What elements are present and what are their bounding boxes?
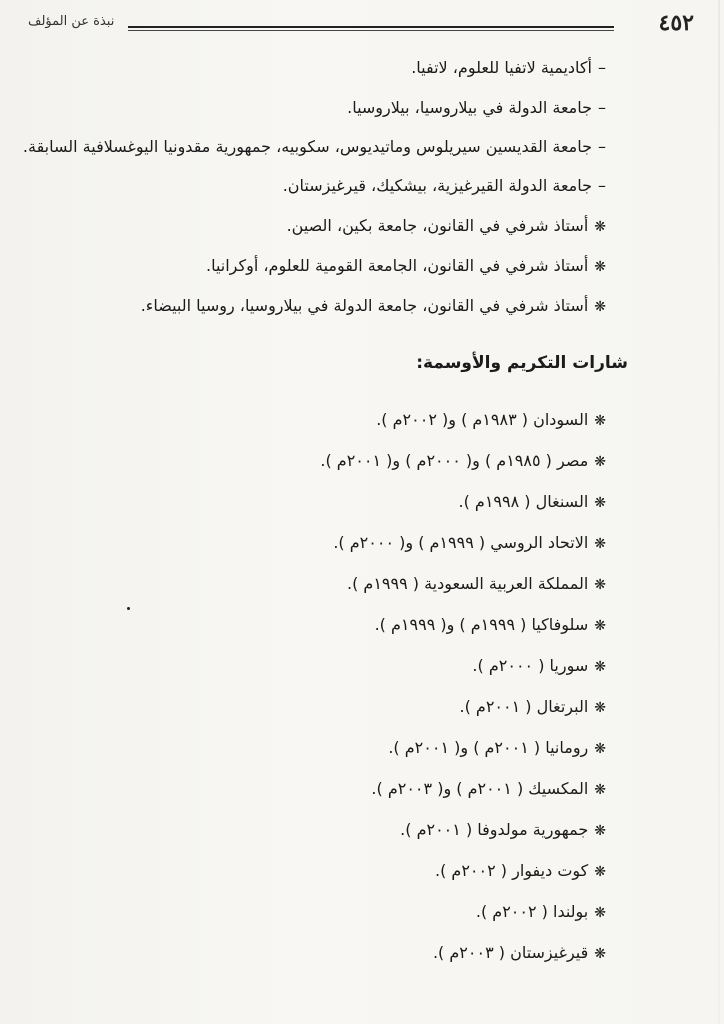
award-item	[20, 441, 606, 482]
star-bullet-icon: ❋	[594, 905, 606, 921]
star-bullet-icon: ❋	[594, 413, 606, 429]
award-item	[20, 810, 606, 851]
star-bullet-icon: ❋	[594, 659, 606, 675]
star-bullet-icon: ❋	[594, 299, 606, 315]
star-bullet-icon: ❋	[594, 864, 606, 880]
award-text: رومانيا ( ٢٠٠١م ) و( ٢٠٠١م ).	[388, 738, 589, 757]
award-text: المملكة العربية السعودية ( ١٩٩٩م ).	[346, 574, 589, 593]
page-number: ٤٥٢	[658, 10, 694, 36]
award-item	[20, 892, 606, 933]
list-item-text: أكاديمية لاتفيا للعلوم، لاتفيا.	[411, 58, 592, 77]
star-bullet-icon: ❋	[594, 495, 606, 511]
award-text: المكسيك ( ٢٠٠١م ) و( ٢٠٠٣م ).	[371, 779, 589, 798]
star-bullet-icon: ❋	[594, 700, 606, 716]
star-bullet-icon: ❋	[594, 946, 606, 962]
award-text: سوريا ( ٢٠٠٠م ).	[472, 656, 589, 675]
award-item	[20, 605, 606, 646]
award-item	[20, 769, 606, 810]
award-text: الاتحاد الروسي ( ١٩٩٩م ) و( ٢٠٠٠م ).	[333, 533, 589, 552]
list-item	[12, 128, 606, 166]
section-heading: شارات التكريم والأوسمة:	[416, 353, 628, 373]
page-edge-shadow	[718, 0, 720, 1024]
award-item	[20, 851, 606, 892]
star-bullet-icon: ❋	[594, 454, 606, 470]
professorship-item	[20, 246, 606, 286]
award-text: سلوفاكيا ( ١٩٩٩م ) و( ١٩٩٩م ).	[374, 615, 589, 634]
list-item-text: جامعة الدولة القيرغيزية، بيشكيك، قيرغيزستان.	[282, 176, 592, 195]
award-text: جمهورية مولدوفا ( ٢٠٠١م ).	[400, 820, 589, 839]
dash-marker: –	[598, 176, 606, 195]
star-bullet-icon: ❋	[594, 782, 606, 798]
page-body	[20, 48, 628, 974]
awards-list	[20, 400, 606, 974]
list-item	[20, 166, 606, 206]
professorship-item	[20, 206, 606, 246]
award-text: السودان ( ١٩٨٣م ) و( ٢٠٠٢م ).	[376, 410, 589, 429]
dash-marker: –	[598, 137, 606, 156]
star-bullet-icon: ❋	[594, 823, 606, 839]
professorship-text: أستاذ شرفي في القانون، الجامعة القومية للعلوم، أوكرانيا.	[205, 256, 589, 275]
list-item	[20, 88, 606, 128]
list-item-text: جامعة القديسين سيريلوس وماتيديوس، سكوبيه، جمهورية مقدونيا اليوغسلافية السابقة.	[22, 137, 592, 156]
running-head: نبذة عن المؤلف	[28, 14, 115, 29]
award-item	[20, 687, 606, 728]
award-item	[20, 728, 606, 769]
award-item	[20, 933, 606, 974]
scan-speck	[127, 607, 130, 610]
header-rule	[128, 26, 614, 28]
award-text: مصر ( ١٩٨٥م ) و( ٢٠٠٠م ) و( ٢٠٠١م ).	[320, 451, 589, 470]
award-item	[20, 400, 606, 441]
page-header	[28, 10, 694, 38]
award-text: بولندا ( ٢٠٠٢م ).	[475, 902, 589, 921]
list-item-text: جامعة الدولة في بيلاروسيا، بيلاروسيا.	[347, 98, 592, 117]
professorship-item	[20, 286, 606, 326]
star-bullet-icon: ❋	[594, 219, 606, 235]
award-text: السنغال ( ١٩٩٨م ).	[458, 492, 589, 511]
dash-marker: –	[598, 58, 606, 77]
star-bullet-icon: ❋	[594, 536, 606, 552]
award-text: كوت ديفوار ( ٢٠٠٢م ).	[435, 861, 589, 880]
star-bullet-icon: ❋	[594, 741, 606, 757]
professorship-text: أستاذ شرفي في القانون، جامعة الدولة في بيلاروسيا، روسيا البيضاء.	[140, 296, 589, 315]
star-bullet-icon: ❋	[594, 618, 606, 634]
star-bullet-icon: ❋	[594, 259, 606, 275]
award-item	[20, 646, 606, 687]
star-bullet-icon: ❋	[594, 577, 606, 593]
award-text: قيرغيزستان ( ٢٠٠٣م ).	[432, 943, 589, 962]
award-item	[20, 523, 606, 564]
award-item	[20, 482, 606, 523]
dash-marker: –	[598, 98, 606, 117]
award-item	[20, 564, 606, 605]
list-item	[20, 48, 606, 88]
professorship-text: أستاذ شرفي في القانون، جامعة بكين، الصين.	[286, 216, 589, 235]
award-text: البرتغال ( ٢٠٠١م ).	[459, 697, 589, 716]
header-rule-thin	[128, 30, 614, 31]
